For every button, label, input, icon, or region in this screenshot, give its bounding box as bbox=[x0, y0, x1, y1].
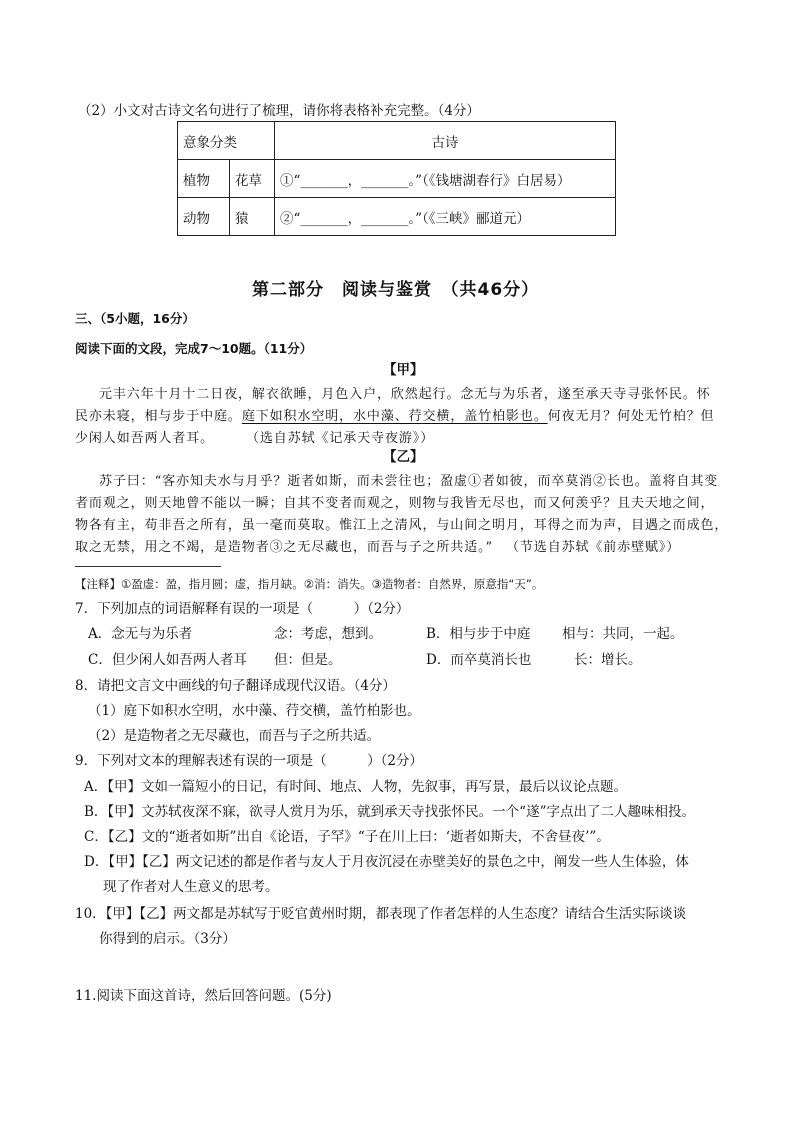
header-poem: 古诗 bbox=[275, 122, 616, 160]
cell-group: 植物 bbox=[178, 160, 230, 198]
table-row bbox=[178, 198, 616, 236]
q9-option-a: A．【甲】文如一篇短小的日记，有时间、地点、人物，先叙事，再写景，最后以议论点题。 bbox=[84, 779, 627, 795]
q7-option-c: C．但少闲人如吾两人者耳 bbox=[88, 652, 247, 668]
q8-stem: 8．请把文言文中画线的句子翻译成现代汉语。（4分） bbox=[75, 678, 396, 694]
passage-yi-line: 者而观之，则天地曾不能以一瞬；自其不变者而观之，则物与我皆无尽也，而又何羡乎？且夫天地之间， bbox=[75, 496, 715, 511]
cell-fill-blank: ②“_______，_______。”（《三峡》郦道元） bbox=[275, 198, 616, 236]
table-row bbox=[178, 160, 616, 198]
q7-option-a-gloss: 念：考虑，想到。 bbox=[274, 626, 382, 642]
passage-jia-label: 【甲】 bbox=[383, 362, 424, 378]
underlined-sentence: 庭下如积水空明，水中藻、荇交横，盖竹柏影也。 bbox=[241, 409, 548, 424]
q9-option-d: D．【甲】【乙】两文记述的都是作者与友人于月夜沉浸在赤壁美好的景色之中，阐发一些人生体验，体 bbox=[84, 854, 689, 870]
passage-text: 何夜无月？何处无竹柏？但 bbox=[547, 409, 715, 424]
passage-jia-line bbox=[75, 405, 714, 424]
passage-yi-line: 取之无禁，用之不竭，是造物者③之无尽藏也，而吾与子之所共适。” bbox=[75, 540, 494, 555]
section-heading: 三、（5小题，16分） bbox=[75, 311, 195, 326]
q7-option-b-gloss: 相与：共同，一起。 bbox=[562, 626, 684, 642]
q9-option-c: C．【乙】文的“逝者如斯”出自《论语，子罕》“子在川上曰：‘逝者如斯夫，不舍昼夜’”。 bbox=[84, 829, 610, 845]
q10-stem-cont: 你得到的启示。（3分） bbox=[99, 931, 236, 947]
cell-fill-blank: ①“_______，_______。”（《钱塘湖春行》白居易） bbox=[275, 160, 616, 198]
source-citation: （节选自苏轼《前赤壁赋》） bbox=[506, 540, 681, 555]
q11-stem: 11.阅读下面这首诗，然后回答问题。(5分) bbox=[75, 988, 332, 1004]
q10-stem: 10．【甲】【乙】两文都是苏轼写于贬官黄州时期，都表现了作者怎样的人生态度？请结合生活实际谈谈 bbox=[75, 906, 687, 922]
q9-option-d-cont: 现了作者对人生意义的思考。 bbox=[103, 879, 279, 895]
q7-option-b: B．相与步于中庭 bbox=[426, 626, 531, 642]
q7-option-d-gloss: 长：增长。 bbox=[574, 652, 642, 668]
q8-sentence-2: （2）是造物者之无尽藏也，而吾与子之所共适。 bbox=[88, 728, 381, 744]
passage-jia-line: 元丰六年十月十二日夜，解衣欲睡，月色入户，欣然起行。念无与为乐者，遂至承天寺寻张怀民。怀 bbox=[99, 387, 711, 402]
passage-yi-line: 物各有主，苟非吾之所有，虽一毫而莫取。惟江上之清风，与山间之明月，耳得之而为声，目遇之而成色， bbox=[75, 518, 729, 533]
cell-sub: 猿 bbox=[230, 198, 275, 236]
q2-prompt: （2）小文对古诗文名句进行了梳理，请你将表格补充完整。（4分） bbox=[78, 103, 480, 119]
source-citation: （选自苏轼《记承天寺夜游》） bbox=[246, 431, 435, 446]
passage-yi-line: 苏子曰：“客亦知夫水与月乎？逝者如斯，而未尝往也；盈虚①者如彼，而卒莫消②长也。盖将自其变 bbox=[99, 474, 719, 489]
table-row bbox=[178, 122, 616, 160]
passage-text: 民亦未寝，相与步于中庭。 bbox=[75, 409, 242, 424]
reading-intro: 阅读下面的文段，完成7～10题。（11分） bbox=[75, 341, 313, 356]
q8-sentence-1: （1）庭下如积水空明，水中藻、荇交横，盖竹柏影也。 bbox=[88, 703, 421, 719]
q7-stem: 7．下列加点的词语解释有误的一项是（ ）（2分） bbox=[75, 601, 410, 617]
passage-jia-line: 少闲人如吾两人者耳。 bbox=[75, 431, 215, 446]
part-title: 第二部分 阅读与鉴赏 （共46分） bbox=[252, 280, 540, 300]
poem-table bbox=[177, 121, 616, 236]
footnote: 【注释】①盈虚：盈，指月圆；虚，指月缺。②消：消失。③造物者：自然界，原意指“天”。 bbox=[75, 577, 544, 591]
q7-option-a: A．念无与为乐者 bbox=[88, 626, 193, 642]
footnote-divider bbox=[75, 566, 221, 567]
cell-group: 动物 bbox=[178, 198, 230, 236]
cell-sub: 花草 bbox=[230, 160, 275, 198]
q7-option-c-gloss: 但：但是。 bbox=[274, 652, 342, 668]
header-category: 意象分类 bbox=[178, 122, 275, 160]
passage-yi-label: 【乙】 bbox=[383, 449, 424, 465]
q9-stem: 9．下列对文本的理解表述有误的一项是（ ）（2分） bbox=[75, 753, 423, 769]
q7-option-d: D．而卒莫消长也 bbox=[426, 652, 532, 668]
q9-option-b: B．【甲】文苏轼夜深不寐，欲寻人赏月为乐，就到承天寺找张怀民。一个“遂”字点出了二人趣味相投。 bbox=[84, 804, 695, 820]
